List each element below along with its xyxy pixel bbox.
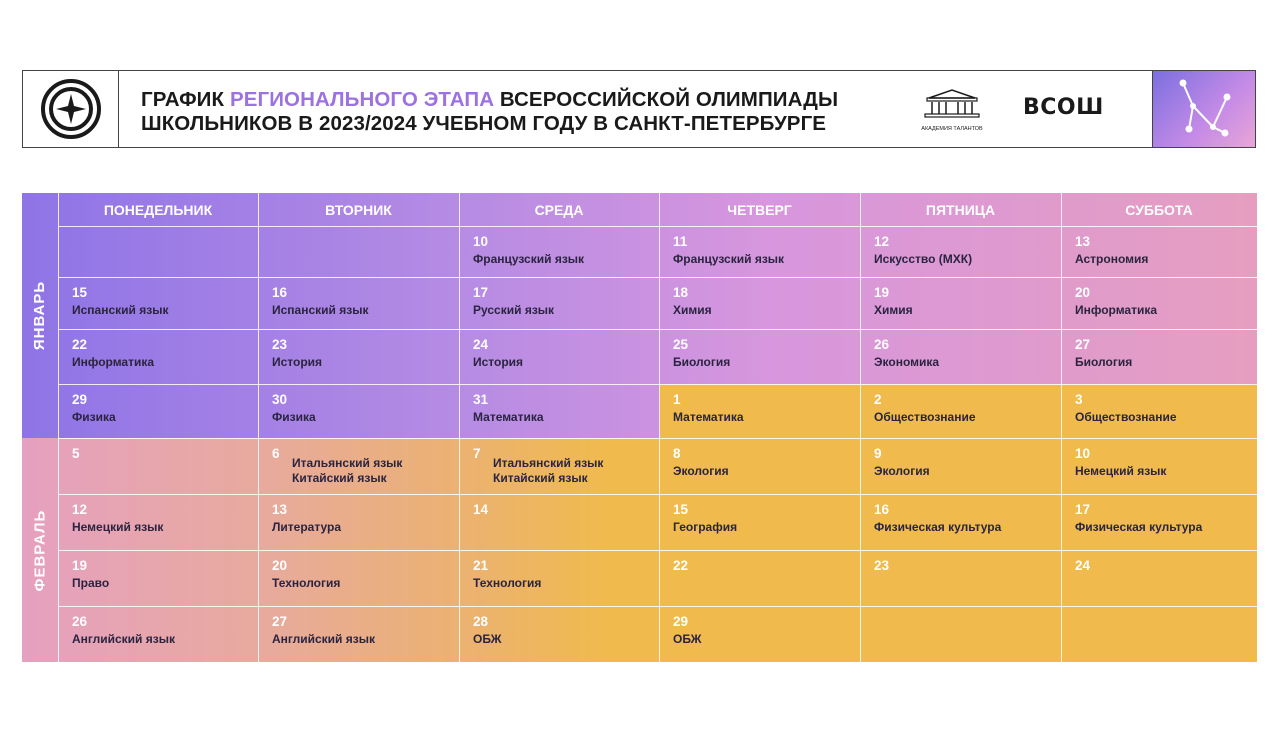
calendar-cell: [1061, 494, 1257, 550]
date-number: 20: [1075, 285, 1091, 300]
calendar-cell: [659, 384, 860, 438]
calendar-cell: [459, 277, 659, 329]
date-number: 20: [272, 558, 288, 573]
subject-label: Технология: [473, 576, 542, 590]
calendar-cell: [659, 277, 860, 329]
calendar-cell: [860, 606, 1061, 662]
subject-label: Экология: [874, 464, 930, 478]
subject-label: Информатика: [1075, 303, 1158, 317]
subject-label: Право: [72, 576, 110, 590]
subject-label: Итальянский язык: [493, 456, 604, 470]
month-february-text: ФЕВРАЛЬ: [31, 509, 49, 591]
subject-label: Обществознание: [874, 410, 976, 424]
date-number: 23: [874, 558, 890, 573]
title-line2: ШКОЛЬНИКОВ В 2023/2024 УЧЕБНОМ ГОДУ В САНКТ-ПЕТЕРБУРГЕ: [141, 112, 827, 135]
calendar-cell: [58, 494, 258, 550]
calendar-cell: [1061, 438, 1257, 494]
date-number: 19: [72, 558, 88, 573]
calendar-cell: [58, 606, 258, 662]
calendar-cell: [58, 277, 258, 329]
date-number: 3: [1075, 392, 1083, 407]
calendar-cell: [659, 550, 860, 606]
subject-label: Немецкий язык: [72, 520, 164, 534]
calendar-cell: [459, 329, 659, 384]
date-number: 27: [272, 614, 288, 629]
date-number: 23: [272, 337, 288, 352]
calendar-cell: [1061, 384, 1257, 438]
date-number: 12: [874, 234, 890, 249]
subject-label: Английский язык: [272, 632, 375, 646]
academy-logo: [918, 89, 986, 132]
date-number: 19: [874, 285, 890, 300]
date-number: 29: [72, 392, 88, 407]
compass-star-icon: [40, 78, 102, 140]
subject-label: Химия: [874, 303, 913, 317]
month-label-january: [22, 193, 58, 438]
date-number: 22: [673, 558, 689, 573]
day-header: ЧЕТВЕРГ: [727, 201, 792, 218]
calendar-cell: [258, 606, 459, 662]
date-number: 8: [673, 446, 681, 461]
title-line1-part2: ВСЕРОССИЙСКОЙ ОЛИМПИАДЫ: [494, 88, 839, 111]
subject-label: Экономика: [874, 355, 940, 369]
page-title: [141, 88, 838, 136]
date-number: 28: [473, 614, 489, 629]
subject-label: Французский язык: [473, 252, 585, 266]
constellation-icon: [1153, 71, 1255, 147]
subject-label: Немецкий язык: [1075, 464, 1167, 478]
date-number: 1: [673, 392, 681, 407]
subject-label: ОБЖ: [473, 632, 502, 646]
calendar-cell: [659, 494, 860, 550]
day-header: СРЕДА: [534, 201, 584, 218]
subject-label: Итальянский язык: [292, 456, 403, 470]
calendar-cell: [459, 606, 659, 662]
date-number: 26: [874, 337, 890, 352]
date-number: 31: [473, 392, 489, 407]
calendar-cell: [58, 438, 258, 494]
calendar-cell: [258, 384, 459, 438]
date-number: 17: [473, 285, 489, 300]
date-number: 21: [473, 558, 489, 573]
date-number: 7: [473, 446, 481, 461]
date-number: 24: [1075, 558, 1091, 573]
calendar-cell: [258, 329, 459, 384]
calendar-cell: [58, 550, 258, 606]
subject-label: Математика: [473, 410, 544, 424]
calendar-cell: [659, 226, 860, 277]
calendar-cell: [258, 550, 459, 606]
subject-label: Французский язык: [673, 252, 785, 266]
calendar-cell: [258, 277, 459, 329]
subject-label: Русский язык: [473, 303, 555, 317]
day-header: ПЯТНИЦА: [925, 201, 996, 218]
calendar-cell: [58, 329, 258, 384]
subject-label: Биология: [673, 355, 731, 369]
calendar-cell: [860, 550, 1061, 606]
date-number: 15: [72, 285, 88, 300]
subject-label: География: [673, 520, 738, 534]
subject-label: Физическая культура: [874, 520, 1002, 534]
date-number: 27: [1075, 337, 1091, 352]
calendar-cell: [659, 329, 860, 384]
date-number: 11: [673, 234, 688, 249]
subject-label: Обществознание: [1075, 410, 1177, 424]
calendar-cell: [860, 329, 1061, 384]
date-number: 29: [673, 614, 689, 629]
date-number: 14: [473, 502, 489, 517]
calendar-cell: [58, 384, 258, 438]
date-number: 22: [72, 337, 88, 352]
header-banner: [22, 70, 1256, 148]
calendar-cell: [659, 606, 860, 662]
subject-label: Китайский язык: [292, 471, 387, 485]
calendar-cell: [659, 438, 860, 494]
subject-label: Астрономия: [1075, 252, 1149, 266]
calendar-cell: [258, 494, 459, 550]
calendar-cell: [860, 384, 1061, 438]
calendar-cell: [459, 384, 659, 438]
title-line1-accent: РЕГИОНАЛЬНОГО ЭТАПА: [229, 88, 495, 111]
date-number: 10: [1075, 446, 1091, 461]
date-number: 9: [874, 446, 882, 461]
calendar-cell: [1061, 329, 1257, 384]
subject-label: История: [272, 355, 323, 369]
subject-label: Биология: [1075, 355, 1133, 369]
subject-label: Химия: [673, 303, 712, 317]
subject-label: Испанский язык: [72, 303, 169, 317]
date-number: 13: [272, 502, 288, 517]
date-number: 18: [673, 285, 689, 300]
date-number: 25: [673, 337, 689, 352]
constellation-decoration: [1152, 71, 1255, 147]
title-line1-part1: ГРАФИК: [141, 88, 230, 111]
olympiad-calendar: [22, 193, 1257, 662]
calendar-cell: [860, 494, 1061, 550]
subject-label: Технология: [272, 576, 341, 590]
calendar-cell: [1061, 550, 1257, 606]
day-header: ВТОРНИК: [325, 201, 392, 218]
subject-label: Испанский язык: [272, 303, 369, 317]
date-number: 13: [1075, 234, 1091, 249]
date-number: 15: [673, 502, 689, 517]
date-number: 24: [473, 337, 489, 352]
calendar-cell: [58, 226, 258, 277]
subject-label: Экология: [673, 464, 729, 478]
calendar-cell: [459, 550, 659, 606]
calendar-cell: [459, 226, 659, 277]
date-number: 10: [473, 234, 489, 249]
calendar-cell: [1061, 606, 1257, 662]
date-number: 12: [72, 502, 88, 517]
olympiad-logo: [23, 71, 119, 147]
subject-list: [292, 456, 402, 486]
day-header: ПОНЕДЕЛЬНИК: [103, 201, 213, 218]
date-number: 16: [874, 502, 890, 517]
month-january-text: ЯНВАРЬ: [31, 280, 49, 351]
subject-label: История: [473, 355, 524, 369]
subject-label: Китайский язык: [493, 471, 588, 485]
subject-label: Физика: [72, 410, 116, 424]
date-number: 6: [272, 446, 280, 461]
calendar-cell: [1061, 277, 1257, 329]
calendar-cell: [258, 226, 459, 277]
subject-label: ОБЖ: [673, 632, 702, 646]
date-number: 16: [272, 285, 288, 300]
date-number: 17: [1075, 502, 1091, 517]
subject-label: Математика: [673, 410, 744, 424]
date-number: 2: [874, 392, 882, 407]
subject-label: Английский язык: [72, 632, 175, 646]
academy-building-icon: [921, 89, 983, 119]
date-number: 30: [272, 392, 288, 407]
academy-label: АКАДЕМИЯ ТАЛАНТОВ: [921, 126, 983, 132]
month-label-february: [22, 438, 58, 662]
calendar-cell: [459, 494, 659, 550]
date-number: 26: [72, 614, 88, 629]
subject-label: Физическая культура: [1075, 520, 1203, 534]
subject-list: [493, 456, 603, 486]
subject-label: Литература: [272, 520, 342, 534]
calendar-cell: [860, 226, 1061, 277]
subject-label: Физика: [272, 410, 316, 424]
calendar-cell: [1061, 226, 1257, 277]
calendar-cell: [860, 438, 1061, 494]
calendar-cell: [459, 438, 659, 494]
vsosh-logo: ВСОШ: [1023, 95, 1104, 120]
date-number: 5: [72, 446, 80, 461]
calendar-cell: [258, 438, 459, 494]
calendar-cell: [860, 277, 1061, 329]
subject-label: Информатика: [72, 355, 155, 369]
day-header: СУББОТА: [1125, 201, 1193, 218]
subject-label: Искусство (МХК): [874, 252, 973, 266]
